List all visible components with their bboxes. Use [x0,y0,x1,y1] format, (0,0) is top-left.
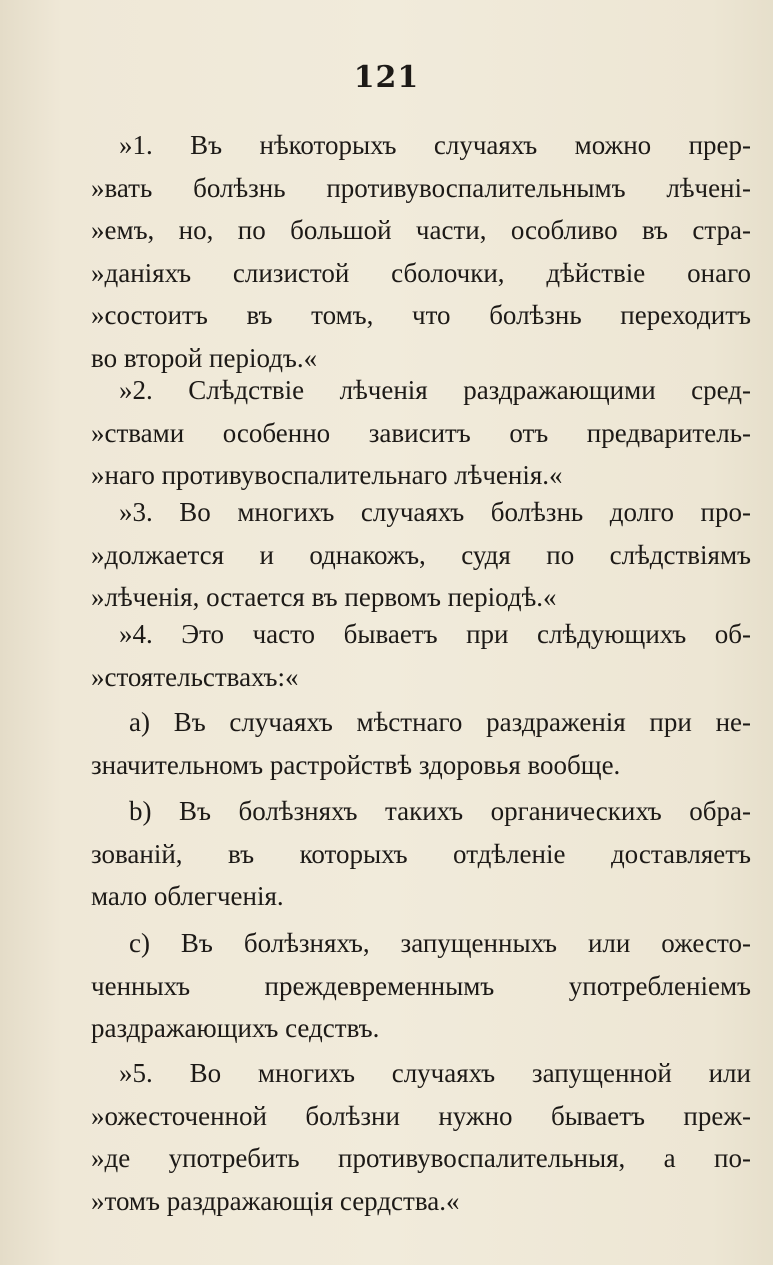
paragraph-2 [91,369,751,497]
text-line: »4. Это часто бываетъ при слѣдующихъ об- [119,619,751,649]
text-line: »даніяхъ слизистой сболочки, дѣйствіе онаго [91,257,751,288]
text-line: c) Въ болѣзняхъ, запущенныхъ или ожесто- [129,928,751,958]
text-line: раздражающихъ седствъ. [91,1013,380,1043]
paragraph-1 [91,124,751,379]
text-line: »наго противувоспалительнаго лѣченія.« [91,460,563,490]
text-line: »5. Во многихъ случаяхъ запущенной или [119,1058,751,1088]
text-line: a) Въ случаяхъ мѣстнаго раздраженія при не- [129,707,751,737]
text-line: ченныхъ преждевременнымъ употребленіемъ [91,970,751,1001]
text-line: »3. Во многихъ случаяхъ болѣзнь долго про- [119,497,751,527]
text-line: »ожесточенной болѣзни нужно бываетъ преж- [91,1100,751,1131]
text-line: во второй періодъ.« [91,342,318,373]
text-line: b) Въ болѣзняхъ такихъ органическихъ обра- [129,796,751,826]
text-line: »емъ, но, по большой части, особливо въ стра- [91,215,751,245]
list-item-a [91,701,751,786]
text-line: значительномъ растройствѣ здоровья вообще. [91,749,621,780]
text-line: »де употребить противувоспалительныя, а по- [91,1143,751,1173]
text-line: »вать болѣзнь противувоспалительнымъ лѣчені- [91,172,751,203]
text-line: »стоятельствахъ:« [91,661,299,692]
text-line: »1. Въ нѣкоторыхъ случаяхъ можно прер- [119,130,751,160]
list-item-b [91,790,751,918]
text-line: »должается и однакожъ, судя по слѣдствіямъ [91,539,751,570]
paragraph-5 [91,1052,751,1222]
text-line: мало облегченія. [91,881,284,911]
text-line: »2. Слѣдствіе лѣченія раздражающими сред- [119,375,751,405]
text-line: »томъ раздражающія сердства.« [91,1185,460,1216]
page-number: 121 [353,60,420,95]
text-line: зованій, въ которыхъ отдѣленіе доставляетъ [91,838,751,869]
list-item-c [91,922,751,1050]
paragraph-3 [91,491,751,619]
text-line: »состоитъ въ томъ, что болѣзнь переходитъ [91,300,751,330]
text-line: »лѣченія, остается въ первомъ періодѣ.« [91,582,557,612]
paragraph-4 [91,613,751,698]
text-line: »ствами особенно зависитъ отъ предваритель- [91,417,751,448]
